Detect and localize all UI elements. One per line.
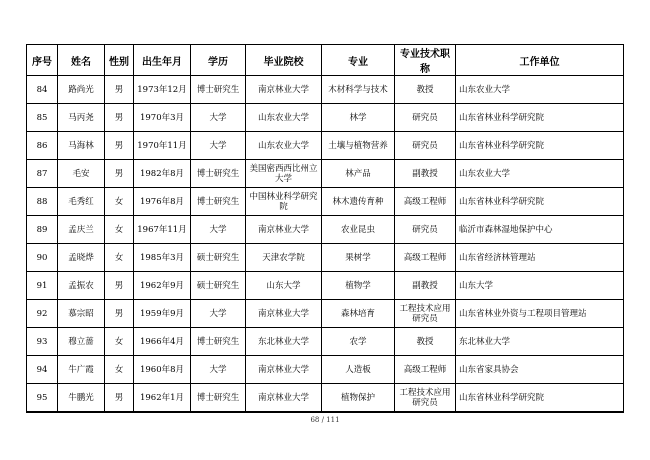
cell-gender: 女 [105, 356, 134, 384]
table-row [27, 76, 624, 104]
table-row [27, 244, 624, 272]
cell-seq: 95 [27, 384, 58, 413]
cell-education: 博士研究生 [191, 76, 246, 104]
cell-seq: 94 [27, 356, 58, 384]
cell-seq: 86 [27, 132, 58, 160]
header-cell: 工作单位 [456, 45, 624, 76]
table-row [27, 104, 624, 132]
cell-major: 植物学 [322, 272, 395, 300]
cell-seq: 84 [27, 76, 58, 104]
cell-birth: 1985年3月 [134, 244, 191, 272]
cell-major: 农学 [322, 328, 395, 356]
cell-gender: 女 [105, 244, 134, 272]
table-row [27, 216, 624, 244]
cell-gender: 男 [105, 76, 134, 104]
document-table-container [26, 44, 623, 413]
cell-gender: 男 [105, 384, 134, 413]
cell-major: 林木遗传育种 [322, 188, 395, 216]
cell-major: 农业昆虫 [322, 216, 395, 244]
cell-education: 硕士研究生 [191, 244, 246, 272]
cell-school: 美国密西西比州立大学 [246, 160, 322, 188]
cell-major: 土壤与植物营养 [322, 132, 395, 160]
header-cell: 性别 [105, 45, 134, 76]
cell-title: 高级工程师 [395, 188, 456, 216]
cell-workplace: 山东农业大学 [456, 160, 624, 188]
cell-seq: 92 [27, 300, 58, 328]
cell-major: 木材科学与技术 [322, 76, 395, 104]
cell-education: 大学 [191, 216, 246, 244]
cell-title: 研究员 [395, 216, 456, 244]
cell-name: 孟振农 [58, 272, 105, 300]
cell-workplace: 山东省林业外资与工程项目管理站 [456, 300, 624, 328]
cell-name: 马海林 [58, 132, 105, 160]
cell-school: 南京林业大学 [246, 216, 322, 244]
header-cell: 序号 [27, 45, 58, 76]
cell-gender: 男 [105, 132, 134, 160]
cell-title: 副教授 [395, 272, 456, 300]
cell-name: 穆立蔷 [58, 328, 105, 356]
cell-education: 博士研究生 [191, 160, 246, 188]
cell-workplace: 东北林业大学 [456, 328, 624, 356]
cell-workplace: 山东农业大学 [456, 76, 624, 104]
cell-school: 东北林业大学 [246, 328, 322, 356]
cell-name: 牛广霞 [58, 356, 105, 384]
cell-seq: 87 [27, 160, 58, 188]
cell-name: 孟庆兰 [58, 216, 105, 244]
cell-major: 森林培育 [322, 300, 395, 328]
cell-school: 南京林业大学 [246, 76, 322, 104]
header-cell: 姓名 [58, 45, 105, 76]
cell-gender: 男 [105, 104, 134, 132]
cell-seq: 88 [27, 188, 58, 216]
header-cell: 专业 [322, 45, 395, 76]
table-row [27, 384, 624, 413]
cell-seq: 90 [27, 244, 58, 272]
header-cell: 专业技术职称 [395, 45, 456, 76]
cell-workplace: 山东省林业科学研究院 [456, 188, 624, 216]
cell-birth: 1973年12月 [134, 76, 191, 104]
cell-school: 南京林业大学 [246, 356, 322, 384]
cell-workplace: 山东大学 [456, 272, 624, 300]
cell-school: 天津农学院 [246, 244, 322, 272]
cell-school: 南京林业大学 [246, 300, 322, 328]
cell-name: 马丙尧 [58, 104, 105, 132]
cell-education: 大学 [191, 356, 246, 384]
cell-major: 林学 [322, 104, 395, 132]
table-row [27, 300, 624, 328]
cell-gender: 女 [105, 328, 134, 356]
cell-title: 工程技术应用研究员 [395, 384, 456, 413]
cell-name: 牛鹏光 [58, 384, 105, 413]
cell-title: 工程技术应用研究员 [395, 300, 456, 328]
cell-seq: 89 [27, 216, 58, 244]
cell-school: 山东大学 [246, 272, 322, 300]
cell-gender: 男 [105, 272, 134, 300]
cell-education: 博士研究生 [191, 188, 246, 216]
cell-workplace: 山东省林业科学研究院 [456, 104, 624, 132]
cell-major: 人造板 [322, 356, 395, 384]
cell-education: 大学 [191, 300, 246, 328]
cell-major: 果树学 [322, 244, 395, 272]
cell-birth: 1967年11月 [134, 216, 191, 244]
cell-title: 教授 [395, 76, 456, 104]
cell-education: 大学 [191, 104, 246, 132]
cell-title: 高级工程师 [395, 356, 456, 384]
cell-gender: 女 [105, 188, 134, 216]
page-number: 68 / 111 [310, 416, 340, 424]
cell-birth: 1962年1月 [134, 384, 191, 413]
cell-name: 毛安 [58, 160, 105, 188]
cell-title: 研究员 [395, 104, 456, 132]
cell-title: 教授 [395, 328, 456, 356]
cell-name: 路尚光 [58, 76, 105, 104]
cell-birth: 1970年11月 [134, 132, 191, 160]
cell-name: 毛秀红 [58, 188, 105, 216]
cell-name: 孟晓烨 [58, 244, 105, 272]
cell-birth: 1960年8月 [134, 356, 191, 384]
table-header-row [27, 45, 624, 76]
cell-workplace: 山东省经济林管理站 [456, 244, 624, 272]
cell-education: 硕士研究生 [191, 272, 246, 300]
cell-major: 林产品 [322, 160, 395, 188]
cell-seq: 85 [27, 104, 58, 132]
cell-workplace: 山东省林业科学研究院 [456, 132, 624, 160]
cell-birth: 1976年8月 [134, 188, 191, 216]
header-cell: 毕业院校 [246, 45, 322, 76]
header-cell: 学历 [191, 45, 246, 76]
cell-gender: 男 [105, 300, 134, 328]
personnel-table [26, 44, 624, 413]
cell-education: 博士研究生 [191, 384, 246, 413]
cell-birth: 1970年3月 [134, 104, 191, 132]
cell-workplace: 山东省林业科学研究院 [456, 384, 624, 413]
cell-birth: 1962年9月 [134, 272, 191, 300]
header-cell: 出生年月 [134, 45, 191, 76]
cell-school: 山东农业大学 [246, 104, 322, 132]
cell-birth: 1959年9月 [134, 300, 191, 328]
table-row [27, 272, 624, 300]
cell-title: 高级工程师 [395, 244, 456, 272]
cell-school: 中国林业科学研究院 [246, 188, 322, 216]
cell-gender: 女 [105, 216, 134, 244]
cell-seq: 93 [27, 328, 58, 356]
cell-school: 山东农业大学 [246, 132, 322, 160]
cell-name: 慕宗昭 [58, 300, 105, 328]
table-row [27, 132, 624, 160]
cell-workplace: 临沂市森林湿地保护中心 [456, 216, 624, 244]
cell-birth: 1982年8月 [134, 160, 191, 188]
cell-birth: 1966年4月 [134, 328, 191, 356]
table-row [27, 188, 624, 216]
table-row [27, 356, 624, 384]
cell-seq: 91 [27, 272, 58, 300]
table-body [27, 76, 624, 413]
cell-school: 南京林业大学 [246, 384, 322, 413]
table-row [27, 160, 624, 188]
cell-gender: 男 [105, 160, 134, 188]
cell-education: 博士研究生 [191, 328, 246, 356]
cell-title: 研究员 [395, 132, 456, 160]
cell-workplace: 山东省家具协会 [456, 356, 624, 384]
cell-title: 副教授 [395, 160, 456, 188]
table-row [27, 328, 624, 356]
cell-education: 大学 [191, 132, 246, 160]
cell-major: 植物保护 [322, 384, 395, 413]
